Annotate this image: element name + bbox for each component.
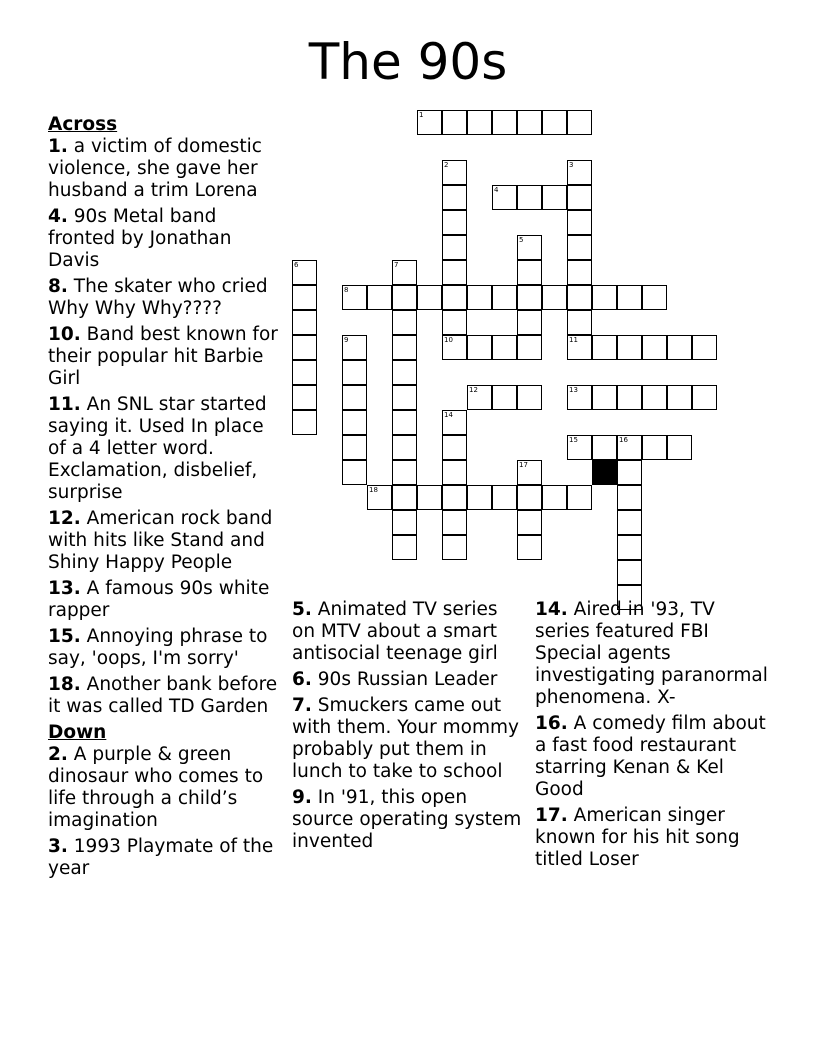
down-clue (48, 836, 280, 880)
grid-cell[interactable] (567, 160, 592, 185)
clue-text: A purple & green dinosaur who comes to life through a child’s imagination (48, 744, 264, 831)
grid-cell[interactable] (342, 410, 367, 435)
grid-cell[interactable] (492, 185, 517, 210)
clue-text: In '91, this open source operating system invented (292, 787, 522, 852)
cell-number: 10 (444, 336, 453, 344)
clue-number: 18. (48, 674, 81, 695)
grid-cell[interactable] (392, 535, 417, 560)
grid-cell[interactable] (517, 335, 542, 360)
cell-number: 6 (294, 261, 299, 269)
down-clue (292, 695, 524, 783)
grid-cell[interactable] (392, 335, 417, 360)
across-clue (48, 394, 280, 504)
clue-text: 1993 Playmate of the year (48, 836, 274, 879)
grid-cell[interactable] (292, 360, 317, 385)
grid-cell[interactable] (517, 535, 542, 560)
grid-cell[interactable] (542, 485, 567, 510)
grid-cell[interactable] (467, 110, 492, 135)
grid-cell[interactable] (442, 485, 467, 510)
grid-cell[interactable] (492, 335, 517, 360)
grid-cell[interactable] (442, 335, 467, 360)
grid-cell[interactable] (342, 335, 367, 360)
across-clue (48, 508, 280, 574)
grid-cell[interactable] (342, 460, 367, 485)
cell-number: 8 (344, 286, 349, 294)
cell-number: 9 (344, 336, 349, 344)
clue-text: American singer known for his hit song titled Loser (535, 805, 740, 870)
grid-cell[interactable] (392, 285, 417, 310)
grid-cell[interactable] (617, 460, 642, 485)
grid-cell[interactable] (442, 435, 467, 460)
grid-cell[interactable] (292, 310, 317, 335)
across-clue (48, 626, 280, 670)
down-clue (292, 787, 524, 853)
grid-cell[interactable] (367, 285, 392, 310)
grid-cell[interactable] (442, 260, 467, 285)
down-clue (292, 669, 524, 691)
grid-cell[interactable] (517, 110, 542, 135)
clue-number: 3. (48, 836, 68, 857)
grid-cell[interactable] (392, 260, 417, 285)
clue-number: 13. (48, 578, 81, 599)
grid-cell[interactable] (567, 435, 592, 460)
grid-cell[interactable] (567, 185, 592, 210)
grid-cell[interactable] (492, 285, 517, 310)
clue-number: 1. (48, 136, 68, 157)
grid-cell[interactable] (442, 185, 467, 210)
grid-cell[interactable] (442, 210, 467, 235)
cell-number: 16 (619, 436, 628, 444)
grid-cell[interactable] (642, 335, 667, 360)
grid-cell[interactable] (642, 285, 667, 310)
grid-cell[interactable] (467, 285, 492, 310)
grid-cell[interactable] (567, 385, 592, 410)
grid-cell[interactable] (292, 385, 317, 410)
down-clue-list-part2 (292, 599, 524, 853)
clue-text: A famous 90s white rapper (48, 578, 270, 621)
grid-cell[interactable] (442, 285, 467, 310)
grid-cell[interactable] (617, 435, 642, 460)
grid-cell[interactable] (692, 385, 717, 410)
across-clue (48, 674, 280, 718)
grid-cell[interactable] (292, 260, 317, 285)
clue-text: a victim of domestic violence, she gave her husband a trim Lorena (48, 136, 262, 201)
grid-cell[interactable] (592, 335, 617, 360)
down-clue (535, 805, 771, 871)
grid-cell[interactable] (342, 435, 367, 460)
grid-cell[interactable] (617, 485, 642, 510)
grid-cell[interactable] (617, 385, 642, 410)
clue-number: 4. (48, 206, 68, 227)
clues-middle-column (292, 599, 524, 857)
grid-cell[interactable] (442, 160, 467, 185)
clue-text: Smuckers came out with them. Your mommy probably put them in lunch to take to school (292, 695, 519, 782)
grid-cell[interactable] (592, 285, 617, 310)
across-clue (48, 206, 280, 272)
grid-cell[interactable] (667, 435, 692, 460)
grid-cell[interactable] (592, 385, 617, 410)
grid-cell[interactable] (542, 285, 567, 310)
grid-cell[interactable] (467, 385, 492, 410)
clue-number: 14. (535, 599, 568, 620)
clue-text: 90s Metal band fronted by Jonathan Davis (48, 206, 232, 271)
grid-cell[interactable] (342, 360, 367, 385)
grid-cell[interactable] (667, 385, 692, 410)
clue-number: 9. (292, 787, 312, 808)
grid-cell[interactable] (617, 510, 642, 535)
grid-cell[interactable] (667, 335, 692, 360)
grid-cell[interactable] (592, 435, 617, 460)
grid-cell[interactable] (392, 385, 417, 410)
grid-cell[interactable] (517, 510, 542, 535)
grid-cell[interactable] (567, 210, 592, 235)
clue-text: Aired in '93, TV series featured FBI Special agents investigating paranormal phenomena. X- (535, 599, 768, 708)
grid-cell[interactable] (292, 285, 317, 310)
grid-cell[interactable] (567, 110, 592, 135)
grid-cell[interactable] (442, 510, 467, 535)
grid-cell[interactable] (342, 385, 367, 410)
grid-cell[interactable] (467, 485, 492, 510)
grid-cell[interactable] (517, 385, 542, 410)
across-clue (48, 324, 280, 390)
grid-cell[interactable] (292, 335, 317, 360)
cell-number: 18 (369, 486, 378, 494)
clue-text: Annoying phrase to say, 'oops, I'm sorry' (48, 626, 268, 669)
clue-number: 10. (48, 324, 81, 345)
grid-cell[interactable] (392, 310, 417, 335)
clue-number: 11. (48, 394, 81, 415)
grid-cell[interactable] (342, 285, 367, 310)
clue-number: 6. (292, 669, 312, 690)
clues-left-column (48, 114, 280, 884)
grid-cell[interactable] (517, 285, 542, 310)
clues-right-column (535, 599, 771, 875)
grid-cell[interactable] (517, 310, 542, 335)
cell-number: 17 (519, 461, 528, 469)
down-clue (48, 744, 280, 832)
grid-cell[interactable] (292, 410, 317, 435)
grid-cell[interactable] (517, 260, 542, 285)
cell-number: 15 (569, 436, 578, 444)
grid-cell[interactable] (392, 360, 417, 385)
grid-cell[interactable] (392, 510, 417, 535)
grid-cell[interactable] (567, 485, 592, 510)
grid-cell[interactable] (517, 460, 542, 485)
grid-cell[interactable] (567, 235, 592, 260)
clue-text: Animated TV series on MTV about a smart antisocial teenage girl (292, 599, 498, 664)
grid-cell[interactable] (642, 385, 667, 410)
cell-number: 12 (469, 386, 478, 394)
grid-cell[interactable] (617, 285, 642, 310)
grid-cell[interactable] (617, 335, 642, 360)
grid-cell[interactable] (492, 485, 517, 510)
down-clue-list-part3 (535, 599, 771, 871)
across-clue-list (48, 136, 280, 718)
grid-cell[interactable] (417, 485, 442, 510)
grid-cell[interactable] (442, 460, 467, 485)
clue-number: 16. (535, 713, 568, 734)
clue-text: 90s Russian Leader (311, 669, 498, 690)
puzzle-title: The 90s (308, 33, 508, 91)
grid-cell[interactable] (392, 435, 417, 460)
grid-cell[interactable] (442, 535, 467, 560)
cell-number: 7 (394, 261, 399, 269)
grid-cell[interactable] (567, 335, 592, 360)
down-clue (535, 599, 771, 709)
grid-cell[interactable] (442, 110, 467, 135)
grid-cell[interactable] (417, 110, 442, 135)
grid-cell[interactable] (492, 385, 517, 410)
grid-cell[interactable] (567, 260, 592, 285)
grid-cell[interactable] (567, 310, 592, 335)
clue-number: 8. (48, 276, 68, 297)
grid-cell[interactable] (492, 110, 517, 135)
cell-number: 3 (569, 161, 574, 169)
clue-number: 2. (48, 744, 68, 765)
grid-cell[interactable] (642, 435, 667, 460)
grid-cell[interactable] (517, 185, 542, 210)
grid-cell[interactable] (567, 285, 592, 310)
clue-text: A comedy film about a fast food restaurant starring Kenan & Kel Good (535, 713, 766, 800)
grid-cell[interactable] (617, 535, 642, 560)
down-clue-list-part1 (48, 744, 280, 880)
clue-number: 15. (48, 626, 81, 647)
black-cell (592, 460, 617, 485)
down-clue (535, 713, 771, 801)
grid-cell[interactable] (542, 185, 567, 210)
grid-cell[interactable] (517, 485, 542, 510)
clue-number: 17. (535, 805, 568, 826)
across-heading: Across (48, 114, 118, 135)
down-heading: Down (48, 722, 107, 743)
cell-number: 5 (519, 236, 524, 244)
clue-number: 12. (48, 508, 81, 529)
cell-number: 2 (444, 161, 449, 169)
grid-cell[interactable] (692, 335, 717, 360)
grid-cell[interactable] (467, 335, 492, 360)
across-clue (48, 578, 280, 622)
grid-cell[interactable] (517, 235, 542, 260)
clue-text: Band best known for their popular hit Barbie Girl (48, 324, 278, 389)
grid-cell[interactable] (367, 485, 392, 510)
down-clue (292, 599, 524, 665)
clue-text: Another bank before it was called TD Garden (48, 674, 278, 717)
grid-cell[interactable] (542, 110, 567, 135)
grid-cell[interactable] (392, 485, 417, 510)
grid-cell[interactable] (617, 560, 642, 585)
cell-number: 14 (444, 411, 453, 419)
cell-number: 11 (569, 336, 578, 344)
clue-text: The skater who cried Why Why Why???? (48, 276, 268, 319)
grid-cell[interactable] (392, 460, 417, 485)
grid-cell[interactable] (442, 310, 467, 335)
clue-text: An SNL star started saying it. Used In place of a 4 letter word. Exclamation, disbelief, surprise (48, 394, 267, 503)
clue-number: 7. (292, 695, 312, 716)
grid-cell[interactable] (442, 410, 467, 435)
grid-cell[interactable] (392, 410, 417, 435)
across-clue (48, 276, 280, 320)
cell-number: 13 (569, 386, 578, 394)
grid-cell[interactable] (417, 285, 442, 310)
grid-cell[interactable] (442, 235, 467, 260)
cell-number: 4 (494, 186, 499, 194)
clue-text: American rock band with hits like Stand and Shiny Happy People (48, 508, 273, 573)
cell-number: 1 (419, 111, 424, 119)
clue-number: 5. (292, 599, 312, 620)
across-clue (48, 136, 280, 202)
